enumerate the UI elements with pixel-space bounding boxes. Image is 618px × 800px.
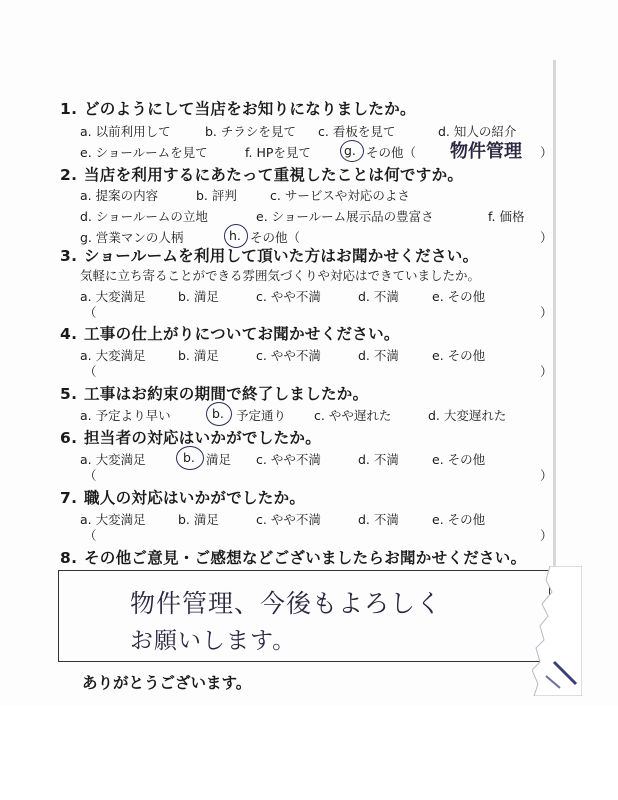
q6-option-e: e. その他	[432, 452, 486, 467]
q2-option-b: b. 評判	[196, 188, 237, 203]
answer-circle	[340, 140, 364, 162]
q3-option-d: d. 不満	[358, 289, 399, 304]
q6-option-d: d. 不満	[358, 452, 399, 467]
comment-line-2: お願いします。	[130, 628, 297, 654]
question-number: 4.	[60, 325, 78, 343]
q3-close-paren: ）	[540, 305, 553, 320]
q4-option-d: d. 不満	[358, 348, 399, 363]
q1-option-d: d. 知人の紹介	[438, 124, 517, 139]
q1-option-e: e. ショールームを見て	[80, 145, 208, 160]
q3-subtext: 気軽に立ち寄ることができる雰囲気づくりや対応はできていましたか。	[80, 268, 481, 283]
q1-option-g-label: その他（	[366, 145, 417, 160]
q7-option-d: d. 不満	[358, 512, 399, 527]
torn-corner	[532, 566, 582, 696]
q6-close-paren: ）	[540, 468, 553, 483]
question-text: どのようにして当店をお知りになりましたか。	[84, 100, 416, 118]
q1-close-paren: ）	[540, 145, 553, 160]
q4-option-a: a. 大変満足	[80, 348, 146, 363]
q1-option-b: b. チラシを見て	[205, 124, 296, 139]
q5-option-b-letter: b.	[212, 406, 224, 421]
question-5	[60, 382, 368, 404]
q3-option-b: b. 満足	[178, 289, 219, 304]
question-number: 6.	[60, 429, 78, 447]
q4-close-paren: ）	[540, 364, 553, 379]
q6-option-c: c. やや不満	[256, 452, 321, 467]
q4-option-e: e. その他	[432, 348, 486, 363]
question-4	[60, 322, 400, 344]
question-text: 工事はお約束の期間で終了しましたか。	[84, 385, 369, 403]
q6-open-paren: （	[84, 468, 97, 483]
q4-option-b: b. 満足	[178, 348, 219, 363]
q2-option-a: a. 提案の内容	[80, 188, 159, 203]
question-6	[60, 426, 321, 448]
q7-open-paren: （	[84, 528, 97, 543]
q2-option-f: f. 価格	[488, 209, 525, 224]
q6-option-a: a. 大変満足	[80, 452, 146, 467]
q5-option-b-label: 予定通り	[236, 408, 287, 423]
q7-option-b: b. 満足	[178, 512, 219, 527]
q5-option-c: c. やや遅れた	[314, 408, 392, 423]
q6-option-b-letter: b.	[183, 450, 195, 465]
q4-open-paren: （	[84, 364, 97, 379]
question-8	[60, 546, 526, 568]
q3-open-paren: （	[84, 305, 97, 320]
q7-option-e: e. その他	[432, 512, 486, 527]
question-text: 職人の対応はいかがでしたか。	[84, 489, 306, 507]
q1-option-a: a. 以前利用して	[80, 124, 171, 139]
question-number: 1.	[60, 100, 78, 118]
question-3	[60, 244, 478, 266]
question-text: ショールームを利用して頂いた方はお聞かせください。	[84, 247, 479, 265]
q3-option-a: a. 大変満足	[80, 289, 146, 304]
question-text: その他ご意見・ご感想などございましたらお聞かせください。	[84, 549, 527, 567]
q2-option-c: c. サービスや対応のよさ	[270, 188, 410, 203]
question-number: 7.	[60, 489, 78, 507]
question-number: 5.	[60, 385, 78, 403]
page-bottom-margin	[0, 706, 618, 800]
q5-option-d: d. 大変遅れた	[428, 408, 507, 423]
q1-option-g-letter: g.	[344, 143, 356, 158]
question-2	[60, 163, 463, 185]
q7-option-c: c. やや不満	[256, 512, 321, 527]
q5-option-a: a. 予定より早い	[80, 408, 171, 423]
question-text: 担当者の対応はいかがでしたか。	[84, 429, 322, 447]
thank-you-text: ありがとうございます。	[82, 674, 252, 692]
q7-option-a: a. 大変満足	[80, 512, 146, 527]
q3-option-c: c. やや不満	[256, 289, 321, 304]
question-number: 2.	[60, 166, 78, 184]
q4-option-c: c. やや不満	[256, 348, 321, 363]
q1-option-c: c. 看板を見て	[318, 124, 396, 139]
q1-handwritten-answer: 物件管理	[450, 141, 522, 162]
q2-option-h-letter: h.	[229, 228, 241, 243]
question-text: 工事の仕上がりについてお聞かせください。	[84, 325, 400, 343]
question-7	[60, 486, 305, 508]
question-text: 当店を利用するにあたって重視したことは何ですか。	[84, 166, 464, 184]
q2-option-h-label: その他（	[250, 230, 301, 245]
answer-circle	[206, 402, 232, 426]
q2-option-d: d. ショールームの立地	[80, 209, 208, 224]
question-number: 8.	[60, 549, 78, 567]
q7-close-paren: ）	[540, 528, 553, 543]
question-number: 3.	[60, 247, 78, 265]
q1-option-f: f. HPを見て	[245, 145, 311, 160]
answer-circle	[176, 446, 204, 470]
q2-close-paren: ）	[540, 230, 553, 245]
q3-option-e: e. その他	[432, 289, 486, 304]
q2-option-e: e. ショールーム展示品の豊富さ	[256, 209, 434, 224]
q2-option-g: g. 営業マンの人柄	[80, 230, 184, 245]
question-1	[60, 97, 416, 119]
q6-option-b-label: 満足	[206, 452, 232, 467]
comment-line-1: 物件管理、今後もよろしく	[130, 589, 443, 618]
